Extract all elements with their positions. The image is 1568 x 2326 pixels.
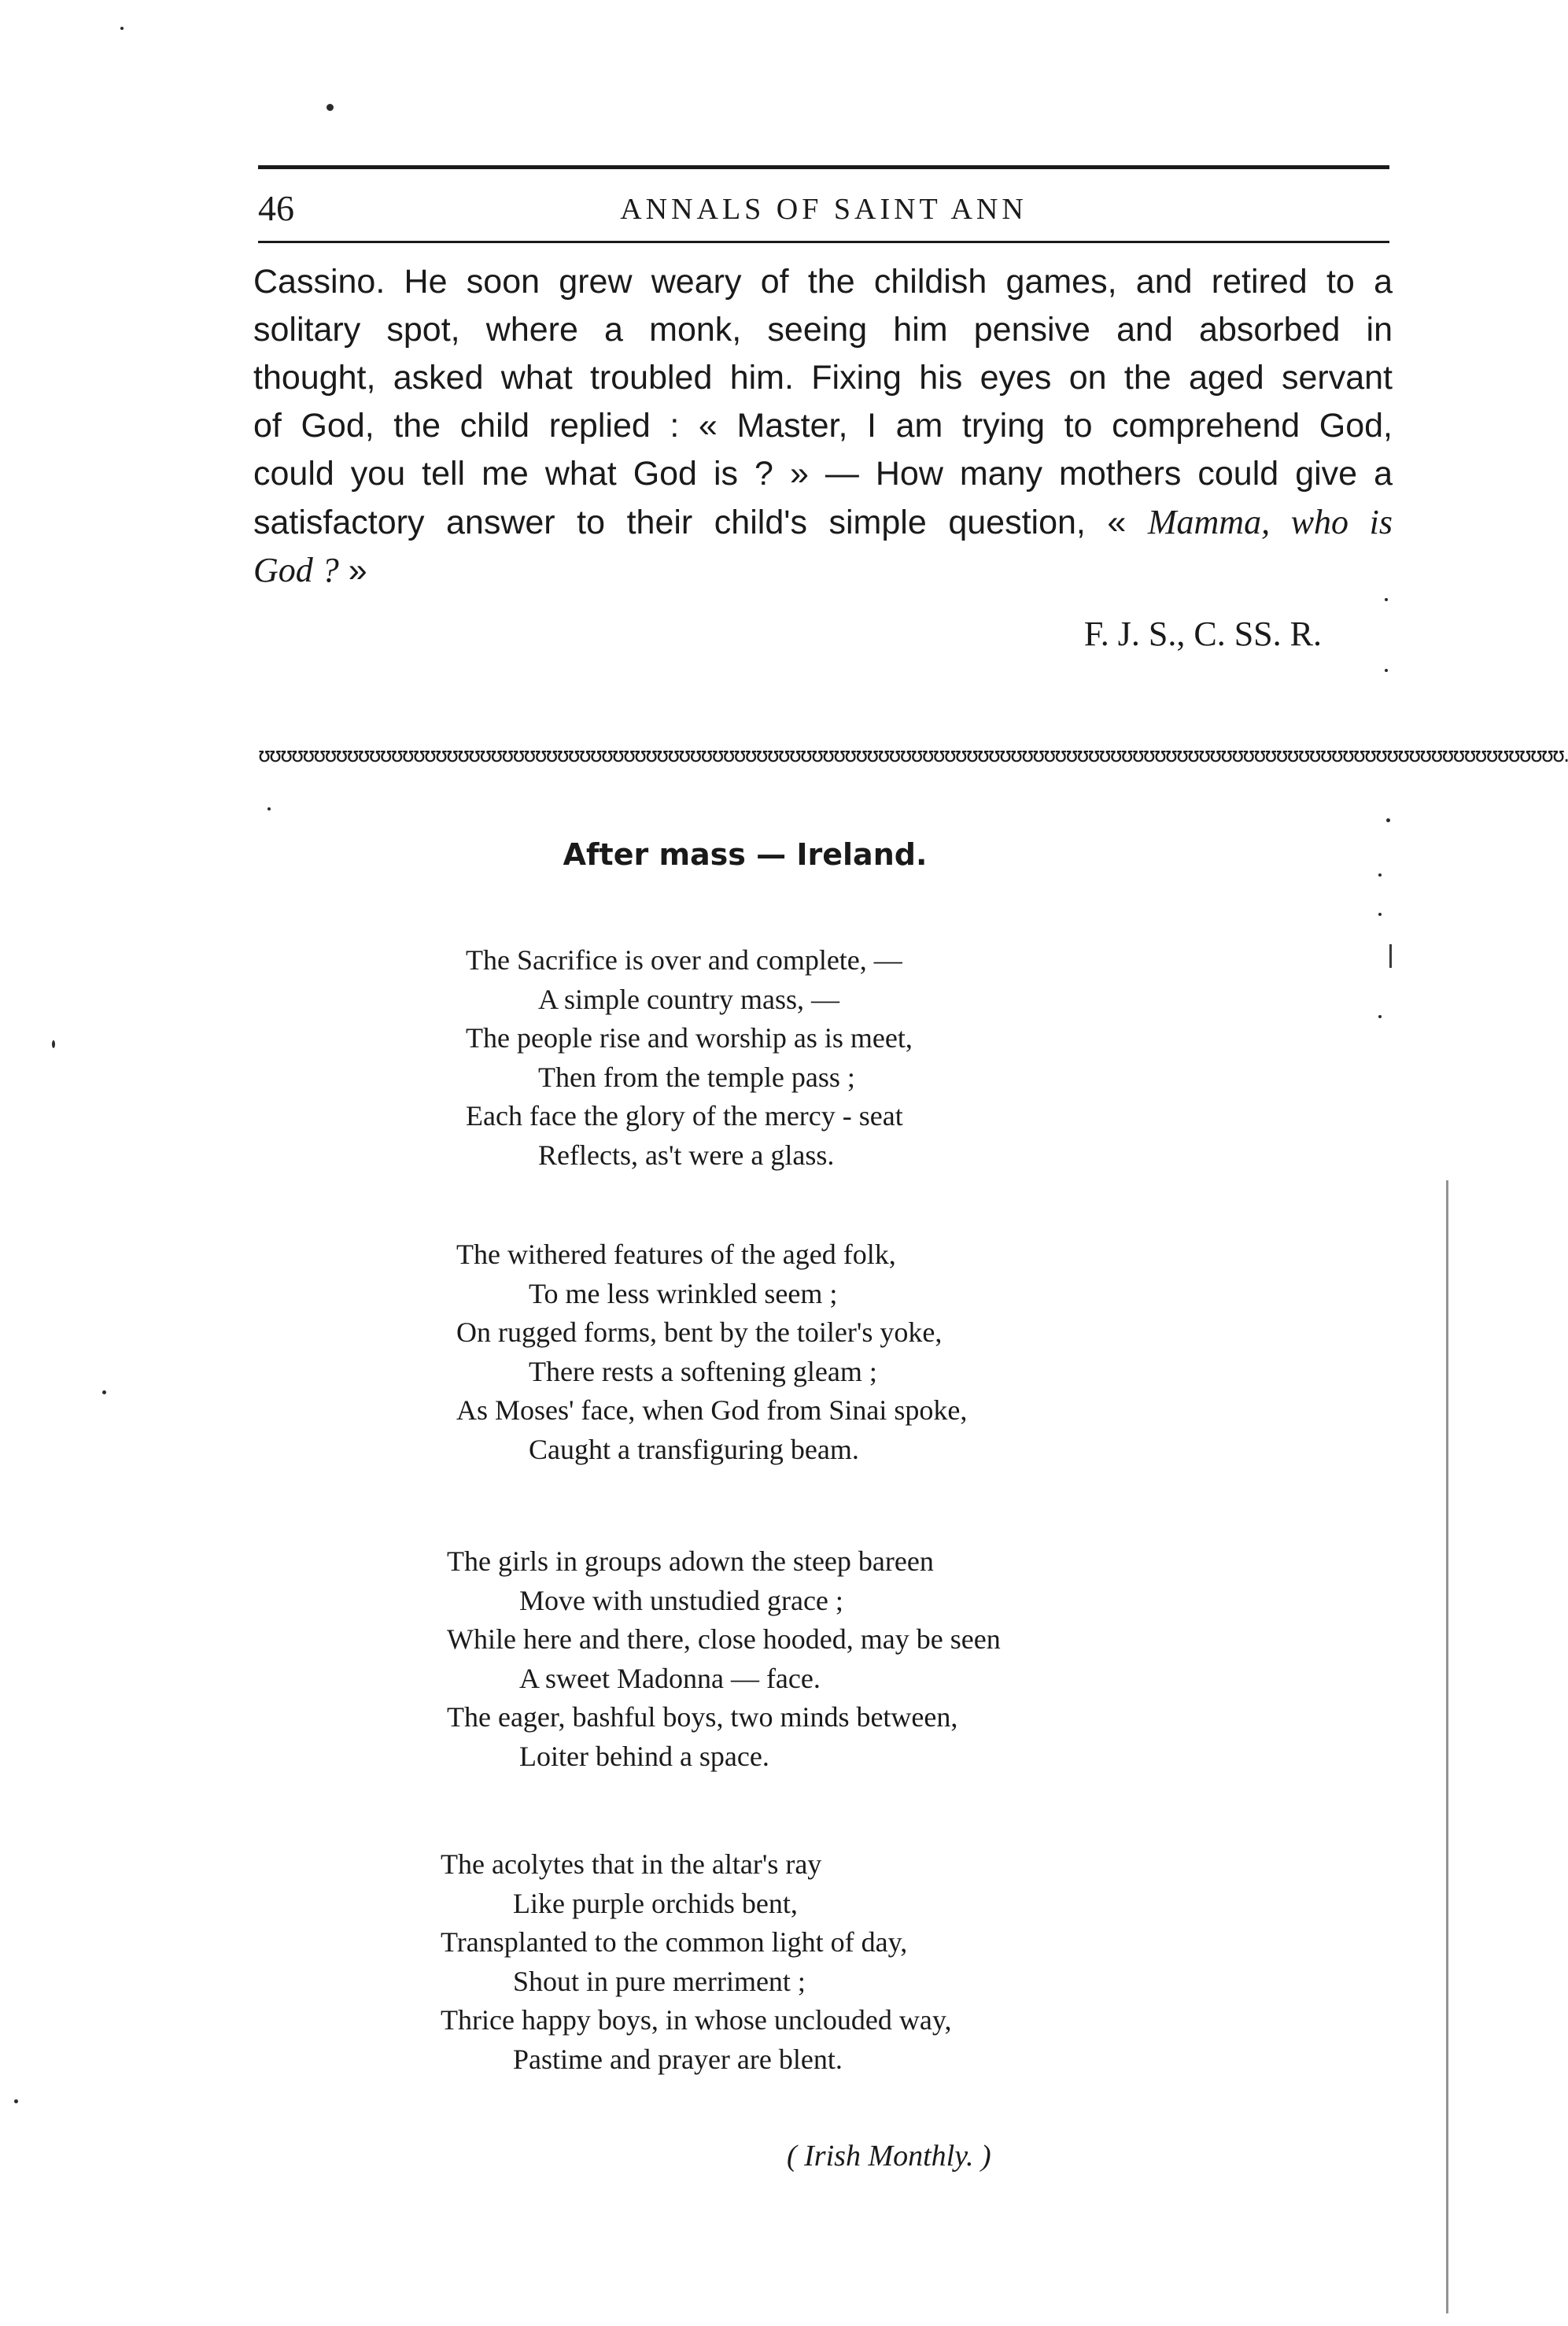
poem-title: After mass — Ireland. bbox=[563, 837, 928, 872]
prose-line bbox=[253, 498, 1393, 546]
poem-line: The acolytes that in the altar's ray bbox=[441, 1848, 822, 1880]
scan-speck bbox=[1385, 669, 1388, 672]
scan-speck bbox=[267, 807, 271, 810]
poem-line: On rugged forms, bent by the toiler's yoke, bbox=[456, 1316, 943, 1348]
poem-line: Loiter behind a space. bbox=[519, 1740, 769, 1772]
prose-line-italic: Mamma, who is bbox=[1147, 503, 1393, 541]
page-edge-mark bbox=[1389, 944, 1392, 968]
page-number: 46 bbox=[258, 188, 294, 228]
poem-line: As Moses' face, when God from Sinai spoke, bbox=[456, 1394, 968, 1426]
scan-speck bbox=[14, 2099, 18, 2103]
prose-line: solitary spot, where a monk, seeing him pensive and absorbed in bbox=[253, 311, 1393, 349]
prose-paragraph bbox=[253, 258, 1393, 594]
poem-line: Each face the glory of the mercy - seat bbox=[466, 1100, 903, 1132]
poem-line: Move with unstudied grace ; bbox=[519, 1584, 843, 1616]
poem-line: While here and there, close hooded, may be seen bbox=[447, 1623, 1001, 1655]
poem-line: A simple country mass, — bbox=[538, 983, 839, 1015]
prose-line-text: » bbox=[338, 552, 367, 589]
prose-line-italic: God ? bbox=[253, 551, 339, 589]
poem-line: Reflects, as't were a glass. bbox=[538, 1139, 835, 1171]
poem-stanza bbox=[466, 941, 913, 1175]
poem-line: The withered features of the aged folk, bbox=[456, 1239, 896, 1270]
author-signature: F. J. S., C. SS. R. bbox=[1083, 615, 1322, 653]
poem-stanza bbox=[447, 1542, 1001, 1776]
scan-speck bbox=[1378, 873, 1382, 877]
prose-line bbox=[253, 546, 1393, 594]
header-rule-top bbox=[258, 165, 1389, 169]
page-header bbox=[258, 187, 1389, 234]
prose-line-text: satisfactory answer to their child's simple question, « bbox=[253, 504, 1127, 541]
poem-line: Pastime and prayer are blent. bbox=[513, 2043, 843, 2075]
running-head: ANNALS OF SAINT ANN bbox=[620, 193, 1028, 226]
scan-speck bbox=[120, 27, 124, 30]
scan-speck bbox=[102, 1390, 106, 1394]
poem-line: Transplanted to the common light of day, bbox=[441, 1926, 908, 1958]
ornamental-divider: ʊʊʊʊʊʊʊʊʊʊʊʊʊʊʊʊʊʊʊʊʊʊʊʊʊʊʊʊʊʊʊʊʊʊʊʊʊʊʊʊʊʊʊʊʊʊʊʊʊʊʊʊʊʊʊʊʊʊʊʊʊʊʊʊʊʊʊʊʊʊʊʊʊʊʊʊʊʊʊʊʊʊʊʊʊʊʊʊʊʊʊʊʊʊʊʊʊʊʊʊʊʊʊʊʊʊʊʊʊʊʊʊʊʊʊʊʊʊ. bbox=[258, 744, 1568, 767]
scan-speck bbox=[1378, 913, 1382, 916]
poem-line: Caught a transfiguring beam. bbox=[529, 1433, 859, 1465]
scan-speck bbox=[327, 104, 334, 111]
poem-line: Shout in pure merriment ; bbox=[513, 1965, 806, 1997]
poem-stanza bbox=[456, 1235, 967, 1469]
page-edge-mark bbox=[1446, 1180, 1448, 2313]
prose-line: could you tell me what God is ? » — How many mothers could give a bbox=[253, 455, 1393, 493]
scan-speck bbox=[1385, 598, 1388, 601]
prose-line: thought, asked what troubled him. Fixing his eyes on the aged servant bbox=[253, 359, 1393, 397]
poem-line: The Sacrifice is over and complete, — bbox=[466, 944, 902, 976]
poem-line: To me less wrinkled seem ; bbox=[529, 1277, 838, 1309]
poem-line: Thrice happy boys, in whose unclouded way, bbox=[441, 2004, 952, 2036]
scan-speck bbox=[52, 1040, 55, 1048]
poem-line: Then from the temple pass ; bbox=[538, 1061, 855, 1093]
poem-line: The people rise and worship as is meet, bbox=[466, 1022, 913, 1054]
poem-source: ( Irish Monthly. ) bbox=[787, 2140, 991, 2173]
prose-line: Cassino. He soon grew weary of the childish games, and retired to a bbox=[253, 263, 1393, 301]
poem-line: The eager, bashful boys, two minds between, bbox=[447, 1701, 958, 1733]
header-rule-bottom bbox=[258, 241, 1389, 243]
poem-line: A sweet Madonna — face. bbox=[519, 1662, 821, 1694]
poem-stanza bbox=[441, 1845, 952, 2079]
scan-speck bbox=[1378, 1015, 1382, 1018]
poem-line: The girls in groups adown the steep bareen bbox=[447, 1545, 934, 1577]
scan-speck bbox=[1386, 818, 1390, 822]
prose-line: of God, the child replied : « Master, I am trying to comprehend God, bbox=[253, 407, 1393, 445]
poem-line: Like purple orchids bent, bbox=[513, 1887, 798, 1919]
poem-line: There rests a softening gleam ; bbox=[529, 1355, 877, 1387]
